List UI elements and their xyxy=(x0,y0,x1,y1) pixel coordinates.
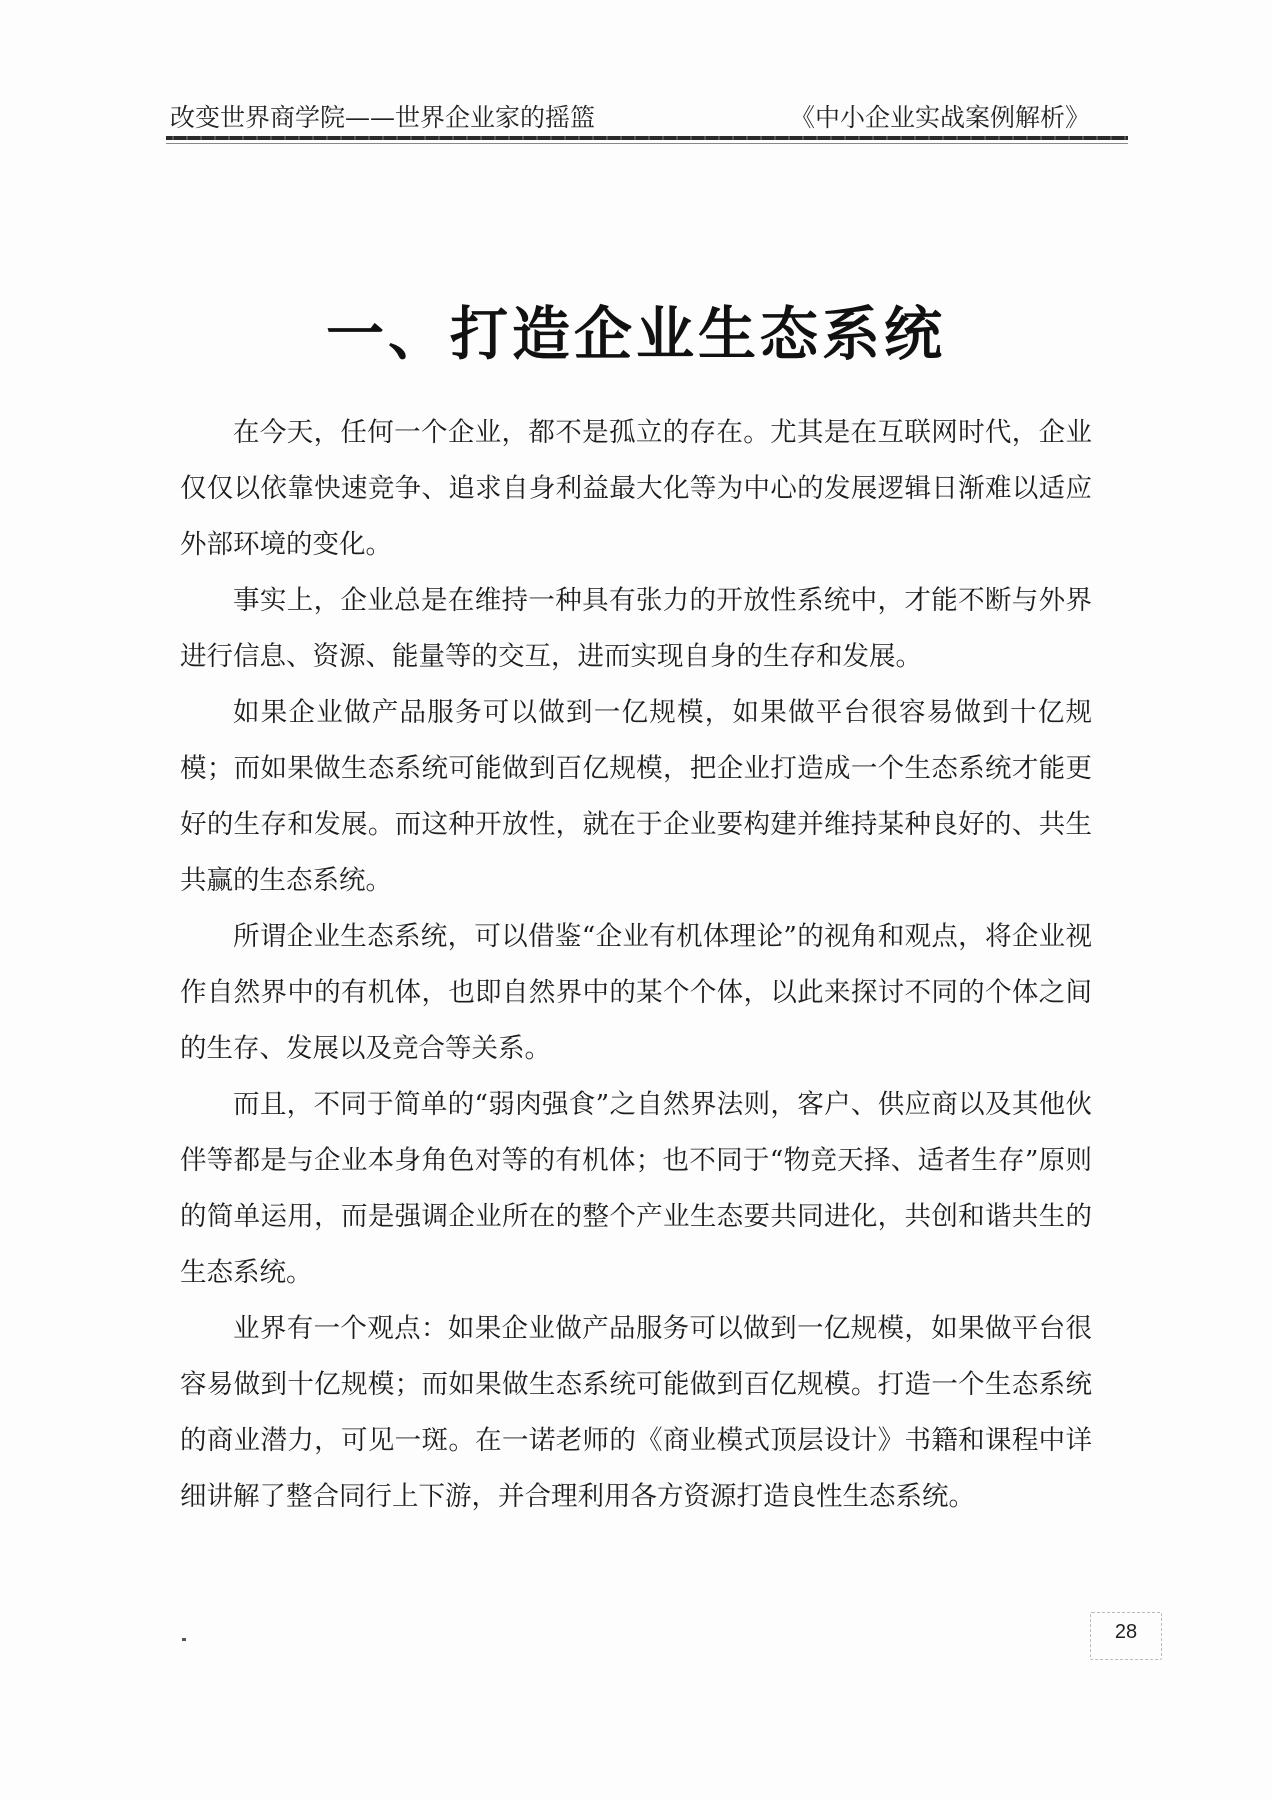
header-school-name: 改变世界商学院——世界企业家的摇篮 xyxy=(170,103,596,132)
header-book-title: 《中小企业实战案例解析》 xyxy=(789,103,1090,132)
running-header xyxy=(160,92,1140,132)
paragraph-4: 所谓企业生态系统，可以借鉴“企业有机体理论”的视角和观点，将企业视作自然界中的有机体，也即自然界中的某个个体，以此来探讨不同的个体之间的生存、发展以及竞合等关系。 xyxy=(180,921,1092,1064)
paragraph-3: 如果企业做产品服务可以做到一亿规模，如果做平台很容易做到十亿规模；而如果做生态系统可能做到百亿规模，把企业打造成一个生态系统才能更好的生存和发展。而这种开放性，就在于企业要构建并维持某种良好的、共生共赢的生态系统。 xyxy=(180,697,1092,896)
header-divider xyxy=(166,136,1128,140)
paragraph-6: 业界有一个观点：如果企业做产品服务可以做到一亿规模，如果做平台很容易做到十亿规模；而如果做生态系统可能做到百亿规模。打造一个生态系统的商业潜力，可见一斑。在一诺老师的《商业模式顶层设计》书籍和课程中详细讲解了整合同行上下游，并合理利用各方资源打造良性生态系统。 xyxy=(180,1313,1092,1512)
paragraph-1: 在今天，任何一个企业，都不是孤立的存在。尤其是在互联网时代，企业仅仅以依靠快速竞争、追求自身利益最大化等为中心的发展逻辑日渐难以适应外部环境的变化。 xyxy=(180,417,1092,560)
scan-speck xyxy=(182,1638,186,1641)
body-text xyxy=(180,405,1092,1525)
chapter-title: 一、打造企业生态系统 xyxy=(325,299,946,368)
paragraph-5: 而且，不同于简单的“弱肉强食”之自然界法则，客户、供应商以及其他伙伴等都是与企业本身角色对等的有机体；也不同于“物竞天择、适者生存”原则的简单运用，而是强调企业所在的整个产业生态要共同进化，共创和谐共生的生态系统。 xyxy=(180,1089,1092,1288)
paragraph-2: 事实上，企业总是在维持一种具有张力的开放性系统中，才能不断与外界进行信息、资源、能量等的交互，进而实现自身的生存和发展。 xyxy=(180,585,1092,672)
header-divider-thin xyxy=(166,143,1128,144)
page-number-box xyxy=(1090,1612,1162,1660)
page-number: 28 xyxy=(1114,1621,1138,1643)
